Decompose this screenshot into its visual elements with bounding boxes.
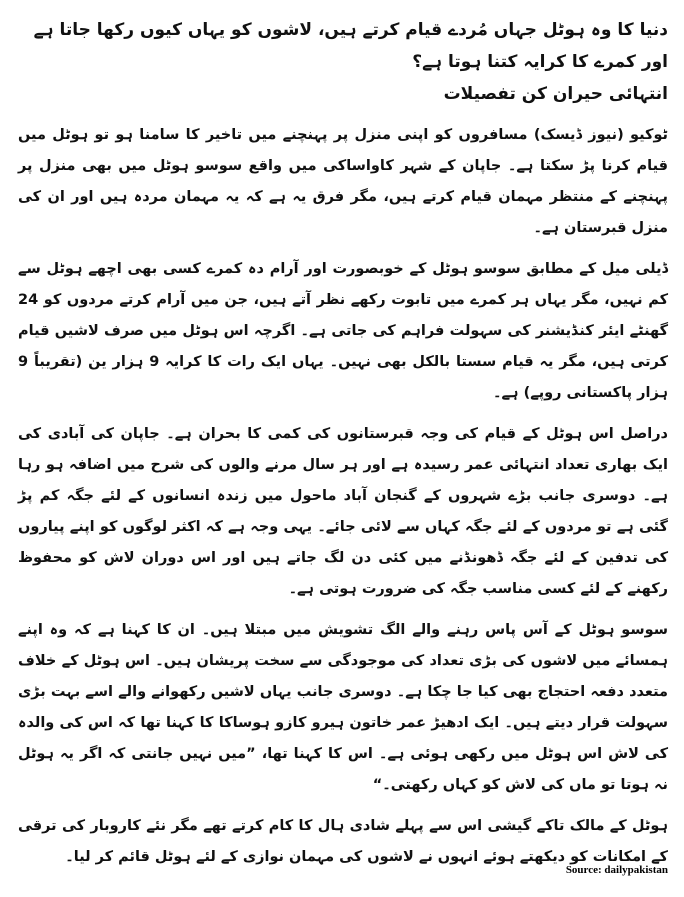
paragraph-4: سوسو ہوٹل کے آس پاس رہنے والے الگ تشویش میں مبتلا ہیں۔ ان کا کہنا ہے کہ وہ اپنے ہمسائے میں لاشوں کی بڑی تعداد کی موجودگی سے سخت پریشان ہیں۔ اس ہوٹل کے خلاف متعدد دفعہ احتجاج بھی کیا جا چکا ہے۔ دوسری جانب یہاں لاشیں رکھوانے والے اسے بہت بڑی سہولت قرار دیتے ہیں۔ ایک ادھیڑ عمر خاتون ہیرو کازو ہوساکا کا کہنا تھا کہ اس کی والدہ کی لاش اس ہوٹل میں رکھی ہوئی ہے۔ اس کا کہنا تھا، ”میں نہیں جانتی کہ اگر یہ ہوٹل نہ ہوتا تو ماں کی لاش کو کہاں رکھتی۔“ xyxy=(18,622,668,793)
paragraph-5: ہوٹل کے مالک تاکے گیشی اس سے پہلے شادی ہال کا کام کرتے تھے مگر نئے کاروبار کی ترقی کے امکانات کو دیکھتے ہوئے انہوں نے لاشوں کی مہمان نوازی کے لئے ہوٹل قائم کر لیا۔ xyxy=(18,818,668,865)
paragraph-2: ڈیلی میل کے مطابق سوسو ہوٹل کے خوبصورت اور آرام دہ کمرے کسی بھی اچھے ہوٹل سے کم نہیں، مگر یہاں ہر کمرے میں تابوت رکھے نظر آتے ہیں، جن میں آرام کرتے مردوں کو 24 گھنٹے ایئر کنڈیشنر کی سہولت فراہم کی جاتی ہے۔ اگرچہ اس ہوٹل میں صرف لاشیں قیام کرتی ہیں، مگر یہ قیام سستا بالکل بھی نہیں۔ یہاں ایک رات کا کرایہ 9 ہزار ین (تقریباً 9 ہزار پاکستانی روپے) ہے۔ xyxy=(18,261,668,401)
paragraph-1: ٹوکیو (نیوز ڈیسک) مسافروں کو اپنی منزل پر پہنچنے میں تاخیر کا سامنا ہو تو ہوٹل میں قیام کرنا پڑ سکتا ہے۔ جاپان کے شہر کاواساکی میں واقع سوسو ہوٹل میں بھی منزل پر پہنچنے کے منتظر مہمان قیام کرتے ہیں، مگر فرق یہ ہے کہ یہ مہمان مردہ ہیں اور ان کی منزل قبرستان ہے۔ xyxy=(18,127,668,236)
paragraph-3: دراصل اس ہوٹل کے قیام کی وجہ قبرستانوں کی کمی کا بحران ہے۔ جاپان کی آبادی کی ایک بھاری تعداد انتہائی عمر رسیدہ ہے اور ہر سال مرنے والوں کی شرح میں اضافہ ہو رہا ہے۔ دوسری جانب بڑے شہروں کے گنجان آباد ماحول میں زندہ انسانوں کے لئے جگہ کم پڑ گئی ہے تو مردوں کے لئے جگہ کہاں سے لائی جائے۔ یہی وجہ ہے کہ اکثر لوگوں کو اپنے پیاروں کی تدفین کے لئے جگہ ڈھونڈنے میں کئی دن لگ جاتے ہیں اور اس دوران لاش کو محفوظ رکھنے کے لئے کسی مناسب جگہ کی ضرورت ہوتی ہے۔ xyxy=(18,426,668,597)
source-credit: Source: dailypakistan xyxy=(565,864,668,876)
article-subtitle: انتہائی حیران کن تفصیلات xyxy=(443,84,668,104)
article-title: دنیا کا وہ ہوٹل جہاں مُردے قیام کرتے ہیں، لاشوں کو یہاں کیوں رکھا جاتا ہے اور کمرے کا کرایہ کتنا ہوتا ہے؟ xyxy=(33,20,668,72)
